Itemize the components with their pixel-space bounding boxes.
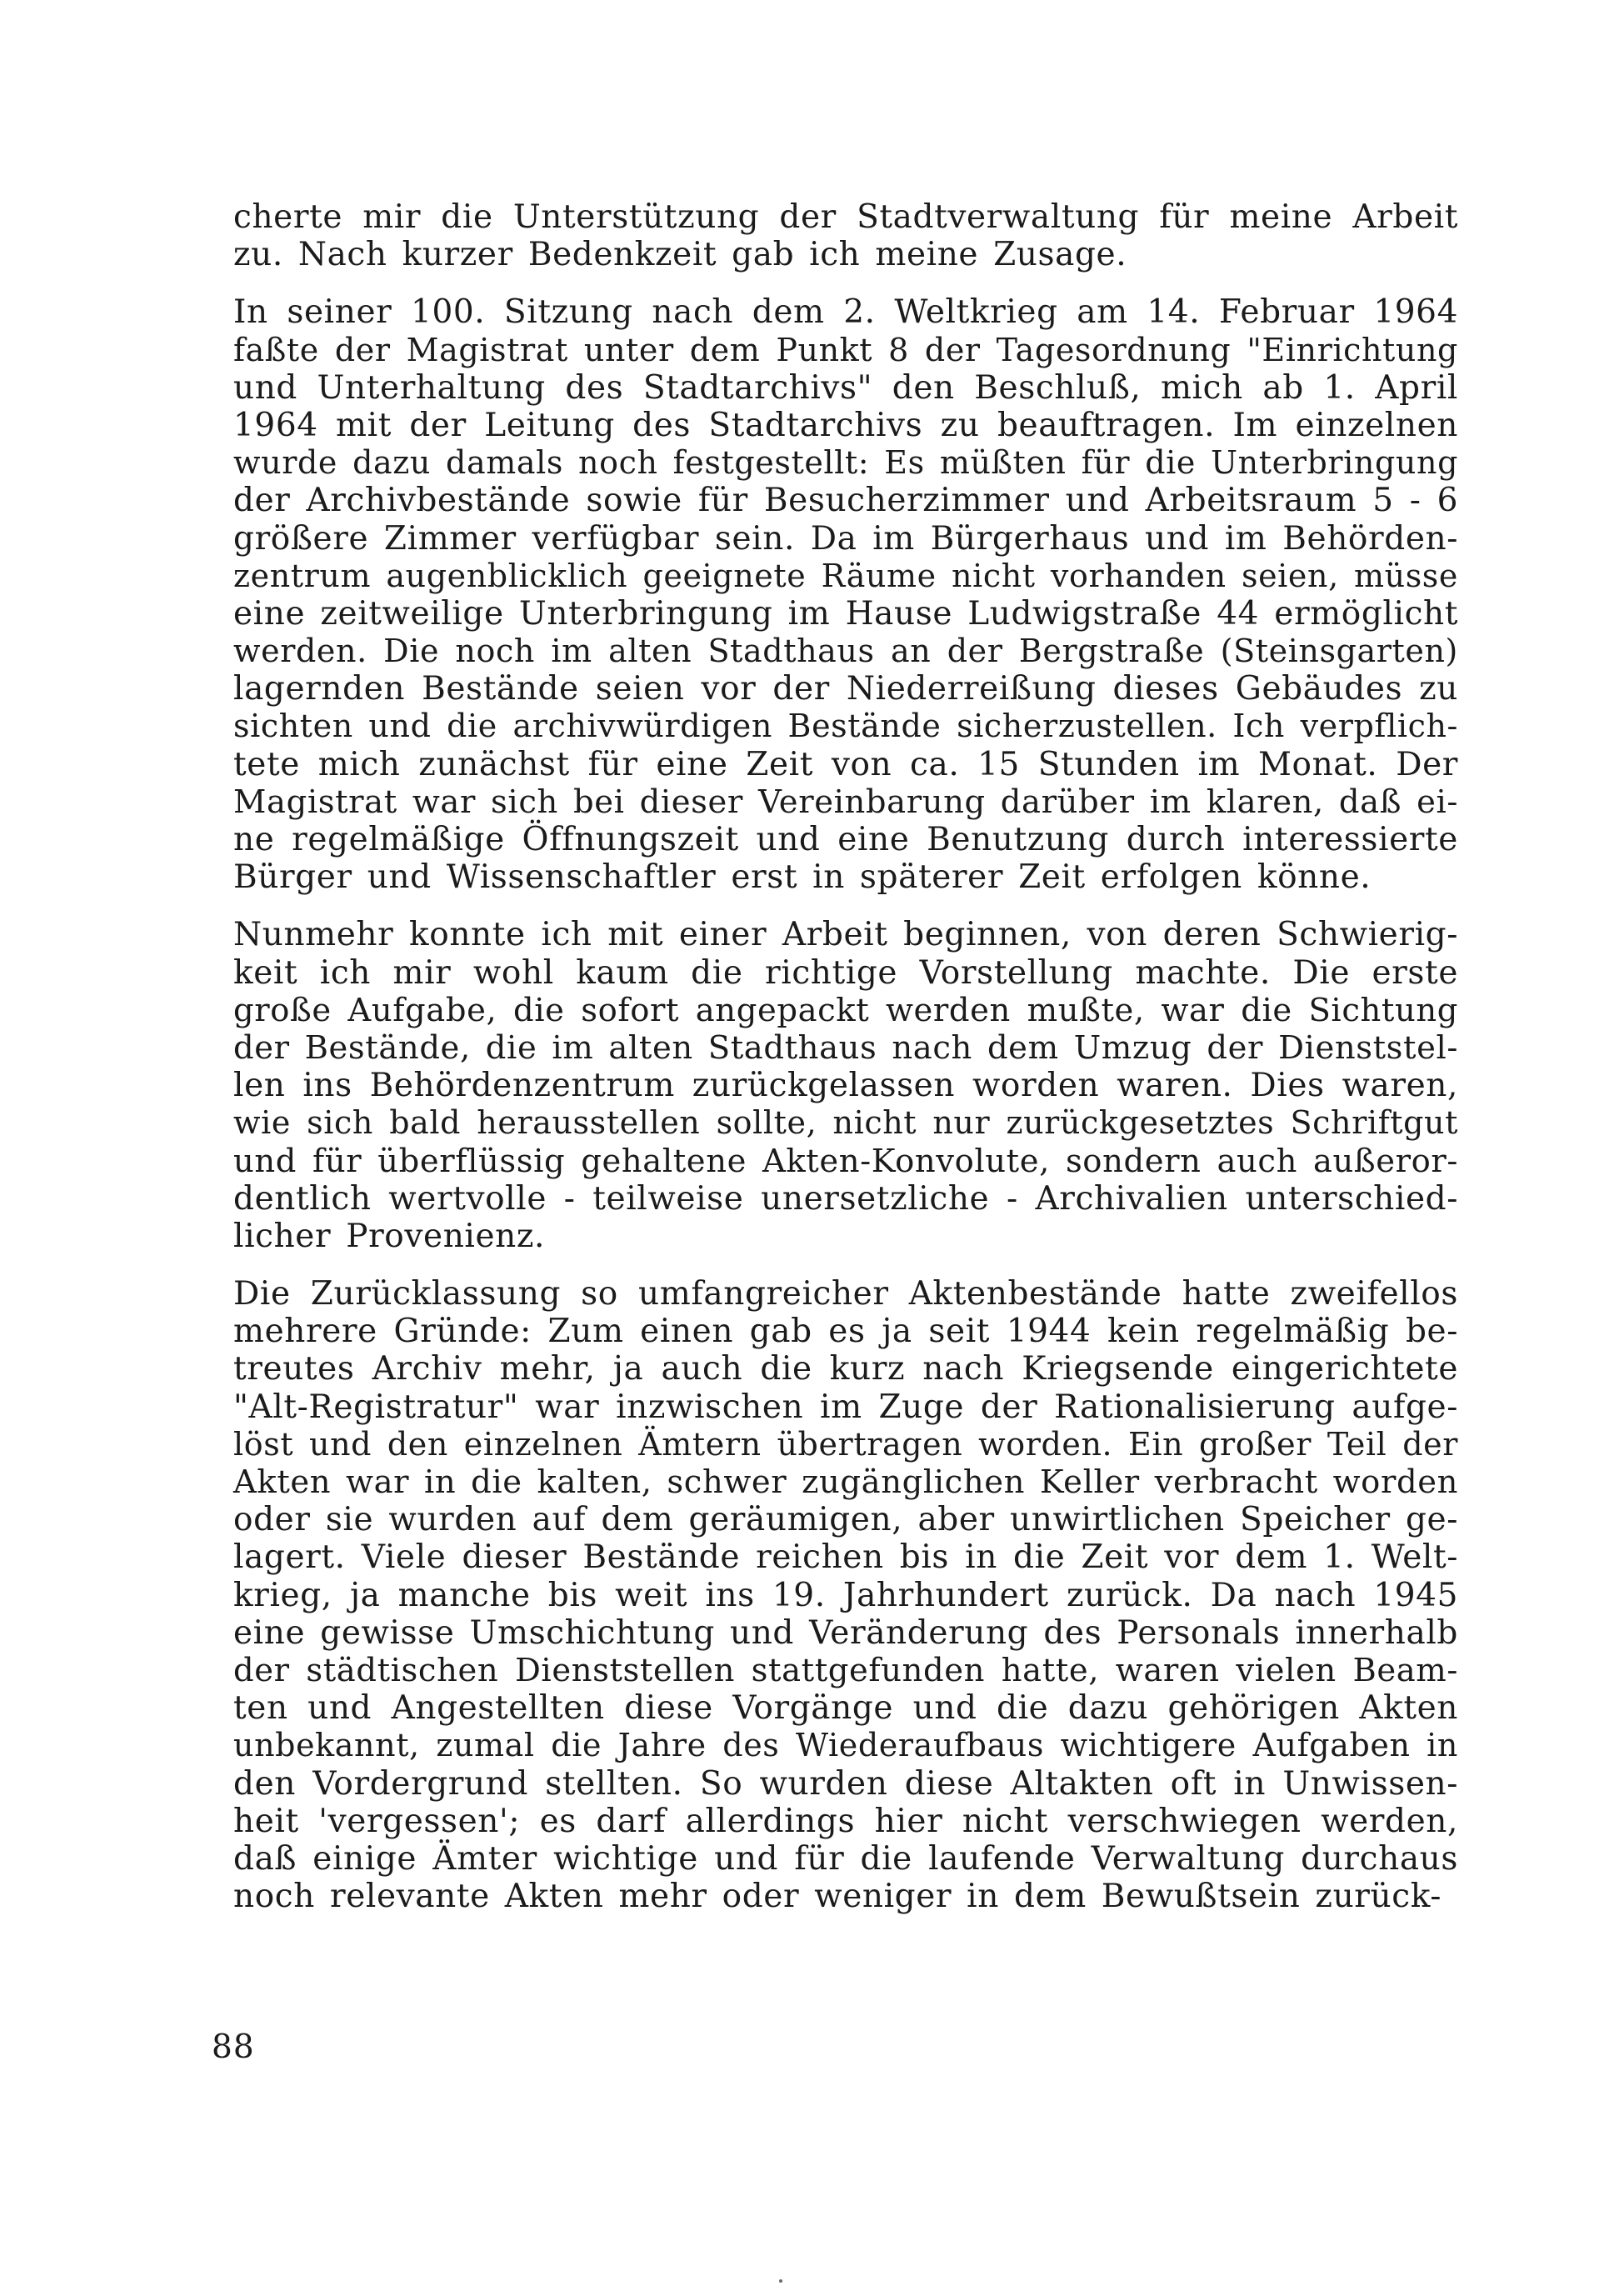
text-line: In seiner 100. Sitzung nach dem 2. Weltkrieg am 14. Februar 1964 [233,293,1458,332]
text-line: daß einige Ämter wichtige und für die laufende Verwaltung durchaus [233,1839,1458,1878]
text-line: tete mich zunächst für eine Zeit von ca. 15 Stunden im Monat. Der [233,745,1458,783]
text-line: faßte der Magistrat unter dem Punkt 8 der Tagesordnung "Einrichtung [233,331,1458,368]
text-line: len ins Behördenzentrum zurückgelassen worden waren. Dies waren, [233,1067,1458,1105]
text-line: Nunmehr konnte ich mit einer Arbeit beginnen, von deren Schwierig- [233,916,1458,954]
page-number: 88 [212,2028,255,2066]
text-line: dentlich wertvolle - teilweise unersetzliche - Archivalien unterschied- [233,1179,1458,1218]
text-line: zentrum augenblicklich geeignete Räume nicht vorhanden seien, müsse [233,557,1458,594]
text-line: krieg, ja manche bis weit ins 19. Jahrhundert zurück. Da nach 1945 [233,1576,1458,1614]
text-line: Bürger und Wissenschaftler erst in späterer Zeit erfolgen könne. [233,858,1372,897]
text-line: cherte mir die Unterstützung der Stadtverwaltung für meine Arbeit [233,198,1458,236]
text-line: eine gewisse Umschichtung und Veränderung des Personals innerhalb [233,1613,1458,1652]
text-line: ten und Angestellten diese Vorgänge und die dazu gehörigen Akten [233,1689,1458,1728]
text-line: löst und den einzelnen Ämtern übertragen worden. Ein großer Teil der [233,1425,1458,1463]
paragraph [233,916,1458,1255]
paragraph [233,198,1458,273]
text-line: Magistrat war sich bei dieser Vereinbarung darüber im klaren, daß ei- [233,783,1458,821]
body-text [233,198,1458,1935]
text-line: und für überflüssig gehaltene Akten-Konvolute, sondern auch außeror- [233,1142,1458,1180]
text-line: sichten und die archivwürdigen Bestände sicherzustellen. Ich verpflich- [233,708,1458,745]
text-line: eine zeitweilige Unterbringung im Hause Ludwigstraße 44 ermöglicht [233,594,1458,633]
text-line: den Vordergrund stellten. So wurden diese Altakten oft in Unwissen- [233,1764,1458,1803]
text-line: mehrere Gründe: Zum einen gab es ja seit 1944 kein regelmäßig be- [233,1313,1458,1351]
text-line: der Bestände, die im alten Stadthaus nach dem Umzug der Dienststel- [233,1028,1458,1067]
text-line: keit ich mir wohl kaum die richtige Vorstellung machte. Die erste [233,953,1458,992]
text-line: und Unterhaltung des Stadtarchivs" den Beschluß, mich ab 1. April [233,368,1458,407]
paragraph [233,1275,1458,1915]
text-line: wie sich bald herausstellen sollte, nicht nur zurückgesetztes Schriftgut [233,1104,1458,1142]
text-line: wurde dazu damals noch festgestellt: Es müßten für die Unterbringung [233,444,1458,482]
text-line: ne regelmäßige Öffnungszeit und eine Benutzung durch interessierte [233,821,1458,858]
text-line: der Archivbestände sowie für Besucherzimmer und Arbeitsraum 5 - 6 [233,482,1458,520]
text-line: licher Provenienz. [233,1217,546,1255]
scan-speck [779,2279,782,2283]
text-line: große Aufgabe, die sofort angepackt werden mußte, war die Sichtung [233,991,1458,1029]
text-line: lagernden Bestände seien vor der Niederreißung dieses Gebäudes zu [233,670,1458,708]
text-line: zu. Nach kurzer Bedenkzeit gab ich meine Zusage. [233,236,1127,274]
text-line: noch relevante Akten mehr oder weniger in dem Bewußtsein zurück- [233,1878,1442,1916]
paragraph [233,293,1458,896]
text-line: oder sie wurden auf dem geräumigen, aber unwirtlichen Speicher ge- [233,1501,1458,1539]
text-line: treutes Archiv mehr, ja auch die kurz nach Kriegsende eingerichtete [233,1350,1458,1388]
text-line: Die Zurücklassung so umfangreicher Aktenbestände hatte zweifellos [233,1275,1458,1313]
text-line: der städtischen Dienststellen stattgefunden hatte, waren vielen Beam- [233,1651,1458,1689]
text-line: lagert. Viele dieser Bestände reichen bis in die Zeit vor dem 1. Welt- [233,1538,1458,1577]
text-line: werden. Die noch im alten Stadthaus an der Bergstraße (Steinsgarten) [233,633,1458,670]
text-line: größere Zimmer verfügbar sein. Da im Bürgerhaus und im Behörden- [233,519,1458,558]
text-line: "Alt-Registratur" war inzwischen im Zuge der Rationalisierung aufge- [233,1388,1458,1426]
text-line: heit 'vergessen'; es darf allerdings hier nicht verschwiegen werden, [233,1802,1458,1840]
text-line: Akten war in die kalten, schwer zugänglichen Keller verbracht worden [233,1463,1458,1501]
text-line: unbekannt, zumal die Jahre des Wiederaufbaus wichtigere Aufgaben in [233,1727,1458,1764]
text-line: 1964 mit der Leitung des Stadtarchivs zu beauftragen. Im einzelnen [233,406,1458,444]
